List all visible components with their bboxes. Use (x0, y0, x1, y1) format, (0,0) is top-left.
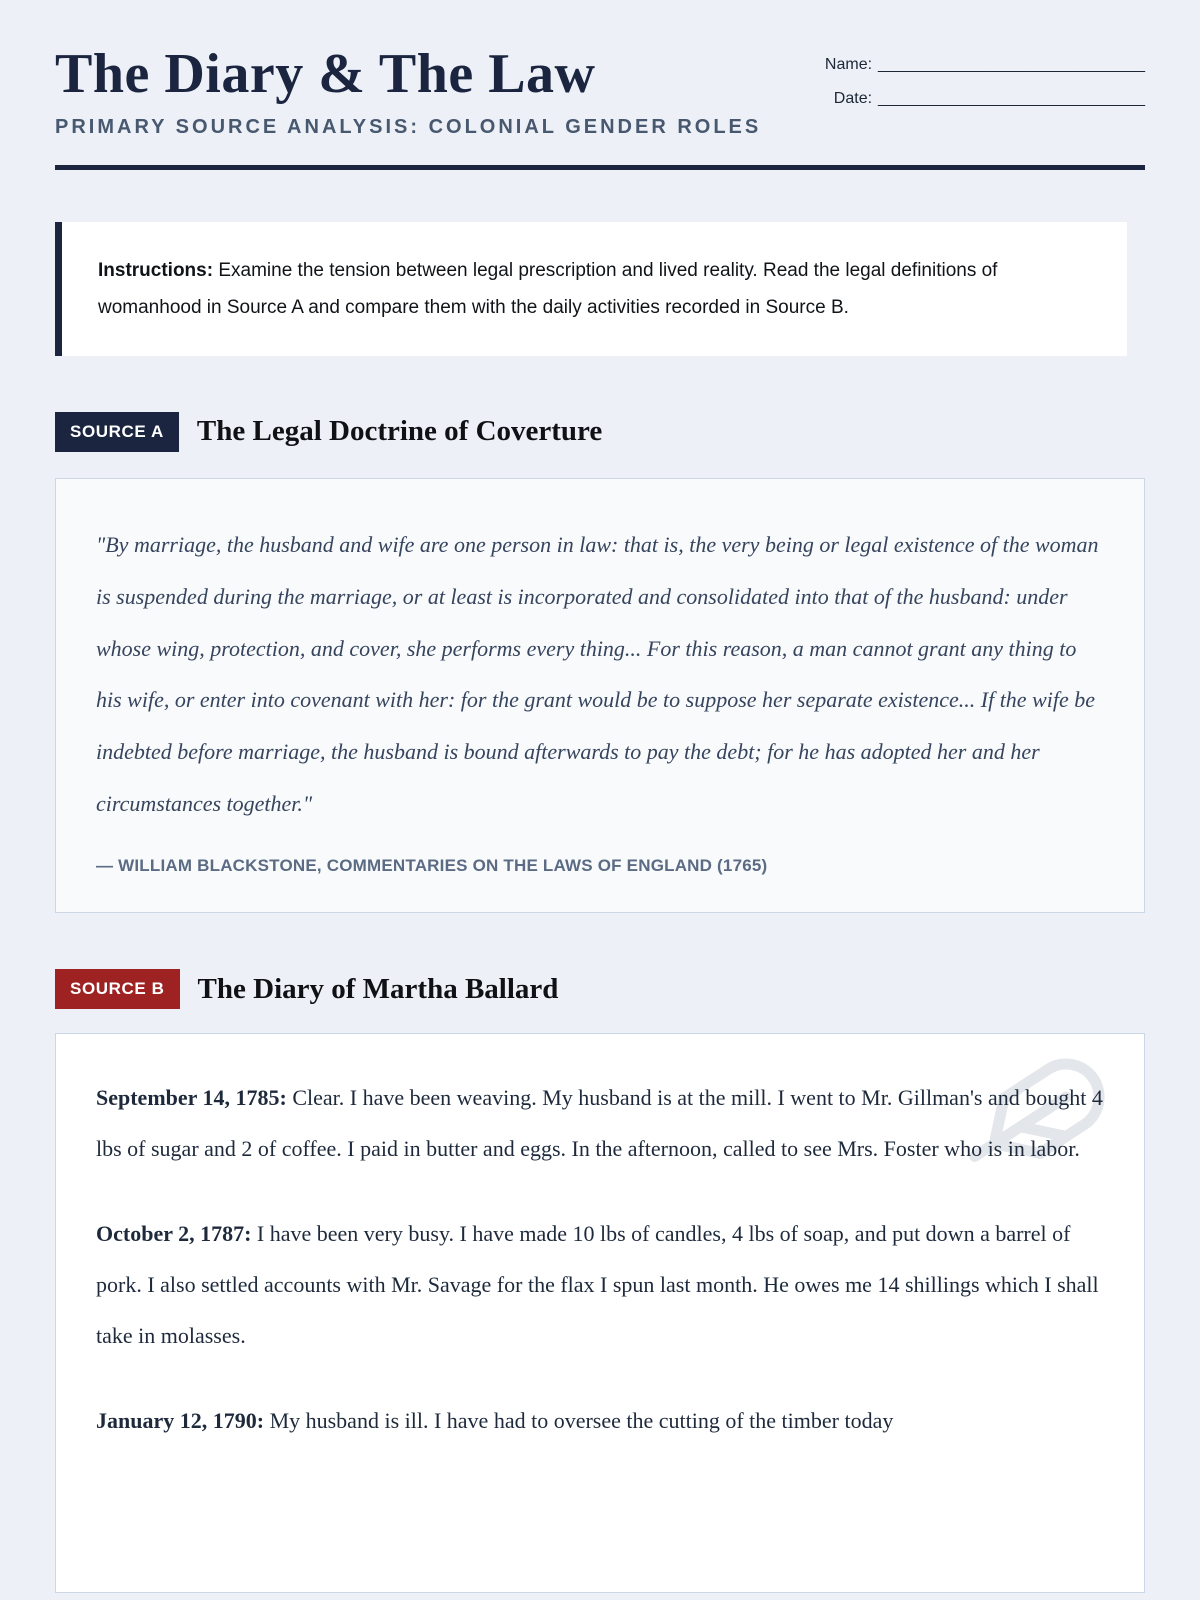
diary-entry-text: My husband is ill. I have had to oversee the cutting of the timber today (264, 1408, 894, 1434)
source-b-badge: SOURCE B (55, 969, 180, 1009)
diary-entry-date: October 2, 1787: (96, 1221, 252, 1247)
blackstone-quote: "By marriage, the husband and wife are one person in law: that is, the very being or legal existence of the woman is suspended during the marriage, or at least is incorporated and consolidated into that of the husband: under whose wing, protection, and cover, she performs every thing... For this reason, a man cannot grant any thing to his wife, or enter into covenant with her: for the grant would be to suppose her separate existence... If the wife be indebted before marriage, the husband is bound afterwards to pay the debt; for he has adopted her and her circumstances together." (96, 531, 1099, 817)
header (55, 0, 1145, 139)
source-b-title: The Diary of Martha Ballard (197, 972, 559, 1005)
name-date-block (825, 44, 1145, 124)
source-b-diary-card (55, 1033, 1145, 1593)
quote-attribution: — WILLIAM BLACKSTONE, COMMENTARIES ON THE LAWS OF ENGLAND (1765) (96, 856, 768, 876)
name-label: Name: (824, 56, 873, 73)
header-divider (55, 165, 1145, 170)
name-blank-line: ______________________________ (878, 56, 1145, 73)
title-block (55, 44, 761, 139)
date-label: Date: (833, 90, 873, 107)
date-blank-line: ______________________________ (878, 90, 1145, 107)
diary-entry (96, 1072, 1104, 1174)
diary-entry (96, 1395, 1104, 1446)
source-a-quote-card (55, 478, 1145, 913)
date-row (825, 90, 1145, 108)
source-a-badge: SOURCE A (55, 412, 179, 452)
instructions-label: Instructions: (98, 259, 214, 281)
name-row (825, 56, 1145, 74)
source-a-heading (55, 412, 1145, 452)
diary-entry-text: I have been very busy. I have made 10 lbs of candles, 4 lbs of soap, and put down a barrel of pork. I also settled accounts with Mr. Savage for the flax I spun last month. He owes me 14 shillings which I shall take in molasses. (96, 1221, 1099, 1349)
source-a-title: The Legal Doctrine of Coverture (196, 415, 603, 448)
instructions-text: Examine the tension between legal prescription and lived reality. Read the legal definitions of womanhood in Source A and compare them with the daily activities recorded in Source B. (98, 259, 998, 318)
diary-entry (96, 1208, 1104, 1361)
instructions-box (55, 222, 1127, 356)
page-title: The Diary & The Law (55, 43, 596, 105)
diary-entry-text: Clear. I have been weaving. My husband is at the mill. I went to Mr. Gillman's and bought 4 lbs of sugar and 2 of coffee. I paid in butter and eggs. In the afternoon, called to see Mrs. Foster who is in labor. (96, 1085, 1103, 1162)
page-subtitle: PRIMARY SOURCE ANALYSIS: COLONIAL GENDER ROLES (55, 115, 762, 138)
source-b-heading (55, 969, 1145, 1009)
diary-entry-date: January 12, 1790: (96, 1408, 265, 1434)
diary-entry-date: September 14, 1785: (96, 1085, 287, 1111)
